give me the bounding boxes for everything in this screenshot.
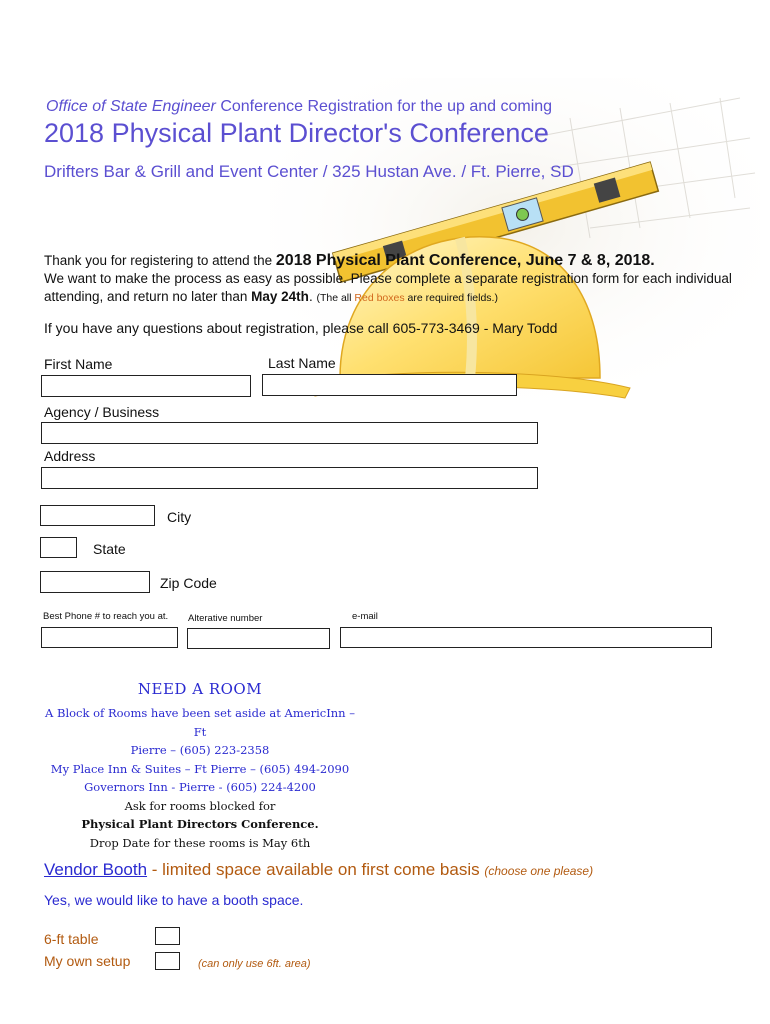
room-line-6: Physical Plant Directors Conference. bbox=[81, 817, 319, 831]
option-own-checkbox[interactable] bbox=[155, 952, 180, 970]
first-name-input[interactable] bbox=[41, 375, 251, 397]
req-red: Red boxes bbox=[354, 292, 405, 304]
venue-line: Drifters Bar & Grill and Event Center / 325 Hustan Ave. / Ft. Pierre, SD bbox=[44, 162, 574, 181]
phone-label: Best Phone # to reach you at. bbox=[43, 611, 169, 622]
vendor-heading bbox=[44, 860, 593, 880]
alt-phone-input[interactable] bbox=[187, 628, 330, 649]
room-line-1: A Block of Rooms have been set aside at AmericInn – Ft bbox=[45, 706, 355, 739]
vendor-note: (choose one please) bbox=[484, 864, 594, 878]
page-title: 2018 Physical Plant Director's Conference bbox=[44, 118, 549, 148]
required-note bbox=[316, 292, 498, 304]
deadline: May 24th bbox=[251, 289, 309, 304]
zip-label: Zip Code bbox=[160, 575, 217, 591]
room-info bbox=[40, 680, 360, 852]
address-input[interactable] bbox=[41, 467, 538, 489]
state-label: State bbox=[93, 541, 126, 557]
room-line-4: Governors Inn - Pierre - (605) 224-4200 bbox=[84, 780, 316, 794]
city-label: City bbox=[167, 509, 192, 525]
intro-period: . bbox=[308, 289, 317, 304]
req-pre: (The all bbox=[316, 292, 355, 304]
phone-input[interactable] bbox=[41, 627, 178, 648]
option-own-note: (can only use 6ft. area) bbox=[198, 958, 311, 970]
state-input[interactable] bbox=[40, 537, 77, 558]
option-own-label: My own setup bbox=[44, 953, 131, 969]
zip-input[interactable] bbox=[40, 571, 150, 593]
option-6ft-label: 6-ft table bbox=[44, 931, 99, 947]
room-line-7: Drop Date for these rooms is May 6th bbox=[89, 835, 311, 850]
event-name: 2018 Physical Plant Conference, June 7 & 8, 2018. bbox=[275, 252, 655, 269]
room-title: NEED A ROOM bbox=[137, 680, 263, 698]
last-name-label: Last Name bbox=[268, 355, 336, 371]
vendor-desc: - limited space available on first come basis bbox=[147, 860, 485, 879]
room-line-5: Ask for rooms blocked for bbox=[124, 798, 276, 813]
address-label: Address bbox=[44, 448, 96, 464]
intro-lead: Thank you for registering to attend the bbox=[44, 253, 276, 268]
vendor-title: Vendor Booth bbox=[44, 860, 148, 879]
contact-question: If you have any questions about registration, please call 605-773-3469 - Mary Todd bbox=[44, 320, 558, 336]
city-input[interactable] bbox=[40, 505, 155, 526]
alt-phone-label: Alterative number bbox=[188, 613, 263, 624]
intro-body: We want to make the process as easy as possible. Please complete a separate registration form for each individual attending, and return no later than bbox=[44, 271, 732, 304]
option-6ft-checkbox[interactable] bbox=[155, 927, 180, 945]
agency-input[interactable] bbox=[41, 422, 538, 444]
intro-paragraph bbox=[44, 252, 734, 307]
email-label: e-mail bbox=[352, 611, 378, 622]
req-post: are required fields.) bbox=[404, 292, 498, 304]
header-line bbox=[46, 98, 552, 116]
first-name-label: First Name bbox=[44, 356, 113, 372]
room-line-3: My Place Inn & Suites – Ft Pierre – (605) 494-2090 bbox=[50, 761, 350, 776]
header-line-rest: Conference Registration for the up and coming bbox=[215, 98, 553, 115]
last-name-input[interactable] bbox=[262, 374, 517, 396]
agency-label: Agency / Business bbox=[44, 404, 160, 420]
room-line-2: Pierre – (605) 223-2358 bbox=[130, 743, 270, 757]
email-input[interactable] bbox=[340, 627, 712, 648]
vendor-yes-text: Yes, we would like to have a booth space. bbox=[44, 892, 304, 908]
org-name: Office of State Engineer bbox=[46, 98, 216, 115]
